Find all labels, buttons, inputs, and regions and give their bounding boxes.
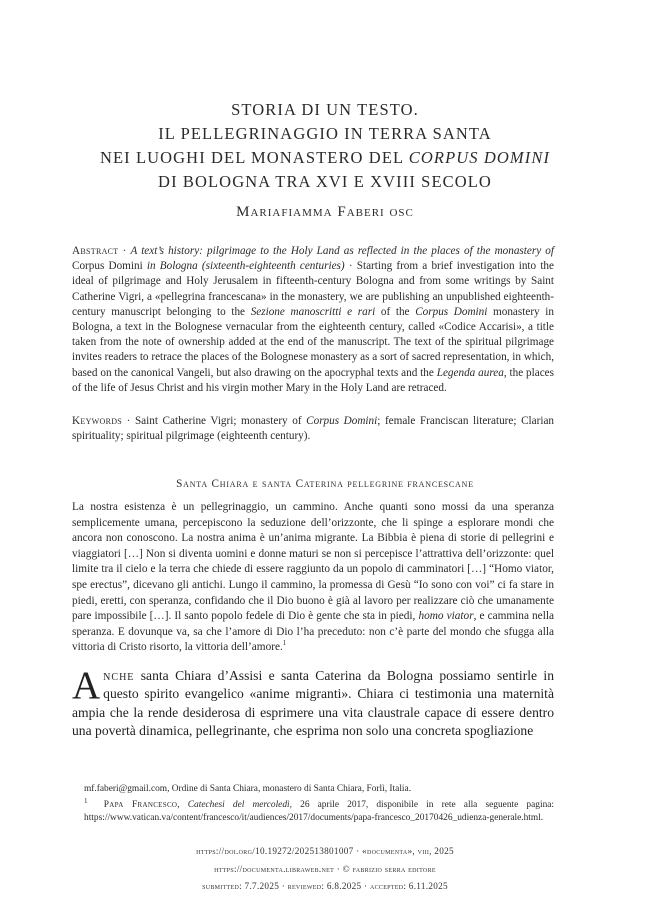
keywords-text-1: Saint Catherine Vigri; monastery of xyxy=(134,415,307,427)
footnote-1-number: 1 xyxy=(84,796,88,805)
abstract-label: Abstract xyxy=(72,245,119,257)
quote-text-1: La nostra esistenza è un pellegrinaggio, un cammino. Anche quanti sono mossi da una speranza semplicemente umana, percepiscono la seduzione dell’orizzonte, che li spinge a esplorare mondi che ancora non conoscono. La nostra anima è un’anima migrante. La Bibbia è piena di storie di pellegrini e viaggiatori […] Non si diventa uomini e donne maturi se non si percepisce l’attrattiva dell’orizzonte: quel limite tra il cielo e la terra che chiede di essere raggiunto da un popolo di camminatori […] “Homo viator, spe erectus”, dicevano gli antichi. Lungo il cammino, la promessa di Gesù “Io sono con voi” ci fa stare in piedi, eretti, con speranza, confidando che il Dio buono è già al lavoro per realizzare ciò che umanamente pare impossibile […]. Il santo popolo fedele di Dio è gente che sta in piedi, xyxy=(72,501,554,623)
footnote-1-author: Papa Francesco xyxy=(103,800,178,810)
publisher-line[interactable]: https://documenta.libraweb.net · © fabrizio serra editore xyxy=(214,863,436,874)
abstract-title-italic-2: in Bologna (sixteenth-eighteenth centuries) xyxy=(146,260,345,273)
title-line-3-italic: CORPUS DOMINI xyxy=(408,148,551,167)
abstract-title-italic-1: A text’s history: pilgrimage to the Holy Land as reflected in the places of the monastery of xyxy=(130,245,554,257)
footnote-1-text[interactable]: , 26 aprile 2017, disponibile in rete alla seguente pagina: https://www.vatican.va/content/francesco/it/audiences/2017/documents/papa-francesco_20170426_udienza-generale.html. xyxy=(84,800,555,823)
title-line-3-text: NEI LUOGHI DEL MONASTERO DEL xyxy=(99,148,409,167)
keywords-text-2: ; female Franciscan literature; Clarian spirituality; spiritual pilgrimage (eighteenth century). xyxy=(72,415,554,443)
section-heading: Santa Chiara e santa Caterina pellegrine francescane xyxy=(176,478,474,490)
abstract-text-1: Starting from a brief investigation into the ideal of pilgrimage and Holy Jerusalem in fifteenth-century Bologna and from some writings by Saint Catherine Vigri, a «pellegrina francescana» in the monastery, we are publishing an unpublished eighteenth-century manuscript belonging to the xyxy=(72,260,554,318)
keywords-italic: Corpus Domini xyxy=(306,415,378,427)
abstract-text-4: , the places of the life of Jesus Christ and his virgin mother Mary in the Holy Land are retraced. xyxy=(72,366,555,394)
keywords-separator: · xyxy=(122,415,135,427)
abstract-text-3: monastery in Bologna, a text in the Bolognese vernacular from the eighteenth century, called «Codice Accarisi», a title taken from the note of ownership added at the end of the manuscript. The text of the spiritual pilgrimage invites readers to retrace the places of the Bolognese monastery as a sort of sacred representation, in which, based on the canonical Vangeli, but also drawing on the apocryphal texts and the xyxy=(72,305,555,379)
keywords-label: Keywords xyxy=(72,415,123,427)
article-title xyxy=(0,98,650,221)
doi-line[interactable]: https://doi.org/10.19272/202513801007 · «documenta», viii, 2025 xyxy=(196,846,454,856)
contact-note: mf.faberi@gmail.com, Ordine di Santa Chiara, monastero di Santa Chiara, Forlì, Italia. xyxy=(84,784,412,794)
abstract-separator-2: · xyxy=(344,260,357,273)
footnote-1 xyxy=(72,796,555,825)
lead-small-caps: nche xyxy=(103,668,135,683)
dates-line: submitted: 7.7.2025 · reviewed: 6.8.2025 · accepted: 6.11.2025 xyxy=(202,881,448,892)
quote-text-2: , e cammina nella speranza. E dovunque va, sa che l’amore di Dio l’ha preceduto: non c’è parte del mondo che sfugga alla vittoria di Cristo risorto, la vittoria dell’amore. xyxy=(72,610,554,654)
footnote-1-sep: , xyxy=(177,800,188,810)
abstract-text-2: of the xyxy=(375,305,416,318)
publication-meta xyxy=(0,843,650,896)
footnote-ref-1[interactable]: 1 xyxy=(282,639,287,648)
footnotes xyxy=(72,783,554,828)
title-line-3 xyxy=(0,146,650,170)
author-name: Mariafiamma Faberi osc xyxy=(236,204,414,220)
abstract-italic-1: Sezione manoscritti e rari xyxy=(250,305,376,318)
abstract-italic-3: Legenda aurea xyxy=(436,366,504,379)
drop-cap: A xyxy=(72,664,101,707)
keywords xyxy=(72,414,554,444)
title-line-4: DI BOLOGNA TRA XVI E XVIII SECOLO xyxy=(158,172,492,191)
abstract-title-roman: Corpus Domini xyxy=(72,260,147,273)
title-line-2: IL PELLEGRINAGGIO IN TERRA SANTA xyxy=(158,124,492,143)
footnote-1-title: Catechesi del mercoledì xyxy=(187,800,290,810)
epigraph-quote xyxy=(72,500,554,656)
quote-italic: homo viator xyxy=(418,610,474,623)
title-line-1: STORIA DI UN TESTO. xyxy=(231,100,419,119)
abstract xyxy=(72,244,554,396)
body-paragraph xyxy=(72,664,554,741)
body-text: santa Chiara d’Assisi e santa Caterina da Bologna possiamo sentirle in questo spirito evangelico «anime migranti». Chiara ci testimonia una maternità ampia che la rende desiderosa di esprimere una vita claustrale capace di essere dentro una povertà dinamica, pellegrinante, che esprima non solo una concreta spogliazione xyxy=(72,668,554,739)
abstract-italic-2: Corpus Domini xyxy=(415,305,488,318)
abstract-separator: · xyxy=(118,245,131,257)
